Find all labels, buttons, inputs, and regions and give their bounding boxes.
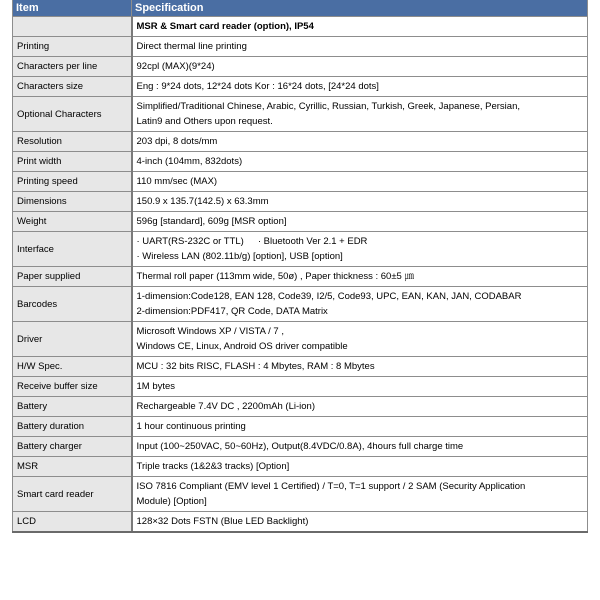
row-spec-value: 596g [standard], 609g [MSR option] xyxy=(132,212,588,232)
row-item-label: Receive buffer size xyxy=(13,377,132,397)
table-header-row xyxy=(13,0,588,17)
row-item-label: Print width xyxy=(13,152,132,172)
row-item-label: Optional Characters xyxy=(13,97,132,132)
row-item-label: Printing xyxy=(13,37,132,57)
row-spec-value xyxy=(132,287,588,322)
spec-line xyxy=(137,234,584,249)
specification-table xyxy=(12,0,588,533)
row-spec-value: 4-inch (104mm, 832dots) xyxy=(132,152,588,172)
row-spec-value: Rechargeable 7.4V DC , 2200mAh (Li-ion) xyxy=(132,397,588,417)
row-item-label xyxy=(13,17,132,37)
row-item-label: Battery xyxy=(13,397,132,417)
row-item-label: Battery duration xyxy=(13,417,132,437)
row-spec-value xyxy=(132,322,588,357)
row-item-label: Dimensions xyxy=(13,192,132,212)
row-spec-value: MCU : 32 bits RISC, FLASH : 4 Mbytes, RAM : 8 Mbytes xyxy=(132,357,588,377)
spec-line-part: · UART(RS-232C or TTL) xyxy=(136,236,244,247)
row-spec-value: 128×32 Dots FSTN (Blue LED Backlight) xyxy=(132,512,588,533)
row-spec-value: Thermal roll paper (113mm wide, 50ø) , Paper thickness : 60±5 ㎛ xyxy=(132,267,588,287)
row-item-label: Barcodes xyxy=(13,287,132,322)
table-row xyxy=(13,322,588,357)
table-row xyxy=(13,172,588,192)
table-row xyxy=(13,287,588,322)
spec-line: Latin9 and Others upon request. xyxy=(136,116,273,127)
table-row xyxy=(13,77,588,97)
row-spec-value: 1 hour continuous printing xyxy=(132,417,588,437)
row-item-label: Driver xyxy=(13,322,132,357)
spec-line: ISO 7816 Compliant (EMV level 1 Certified) / T=0, T=1 support / 2 SAM (Security Application xyxy=(136,481,526,492)
row-spec-value: 110 mm/sec (MAX) xyxy=(132,172,588,192)
specification-column-header: Specification xyxy=(132,0,588,17)
table-row xyxy=(13,37,588,57)
table-row xyxy=(13,417,588,437)
row-item-label: Resolution xyxy=(13,132,132,152)
row-item-label: Interface xyxy=(13,232,132,267)
row-item-label: Characters size xyxy=(13,77,132,97)
row-item-label: MSR xyxy=(13,457,132,477)
row-spec-value: Triple tracks (1&2&3 tracks) [Option] xyxy=(132,457,588,477)
row-spec-value: Direct thermal line printing xyxy=(132,37,588,57)
row-item-label: Battery charger xyxy=(13,437,132,457)
table-row xyxy=(13,17,588,37)
row-item-label: Paper supplied xyxy=(13,267,132,287)
spec-line: 2-dimension:PDF417, QR Code, DATA Matrix xyxy=(136,306,328,317)
table-row xyxy=(13,132,588,152)
row-spec-value xyxy=(132,232,588,267)
table-row xyxy=(13,192,588,212)
spec-line: · Wireless LAN (802.11b/g) [option], USB [option] xyxy=(136,251,343,262)
row-spec-value: Eng : 9*24 dots, 12*24 dots Kor : 16*24 dots, [24*24 dots] xyxy=(132,77,588,97)
table-row xyxy=(13,377,588,397)
row-spec-value: 92cpl (MAX)(9*24) xyxy=(132,57,588,77)
table-row xyxy=(13,57,588,77)
row-item-label: Printing speed xyxy=(13,172,132,192)
row-item-label: LCD xyxy=(13,512,132,533)
spec-line: Module) [Option] xyxy=(136,496,207,507)
table-row xyxy=(13,512,588,533)
row-spec-value: 203 dpi, 8 dots/mm xyxy=(132,132,588,152)
spec-line: Microsoft Windows XP / VISTA / 7 , xyxy=(136,326,284,337)
table-row xyxy=(13,267,588,287)
spec-line: Simplified/Traditional Chinese, Arabic, Cyrillic, Russian, Turkish, Greek, Japanese, Persian, xyxy=(136,101,521,112)
spec-line: Windows CE, Linux, Android OS driver compatible xyxy=(136,341,348,352)
table-row xyxy=(13,397,588,417)
spec-line: 1-dimension:Code128, EAN 128, Code39, I2/5, Code93, UPC, EAN, KAN, JAN, CODABAR xyxy=(136,291,522,302)
row-item-label: H/W Spec. xyxy=(13,357,132,377)
item-column-header: Item xyxy=(13,0,132,17)
row-spec-value xyxy=(132,97,588,132)
row-spec-value xyxy=(132,477,588,512)
spec-line-part: · Bluetooth Ver 2.1 + EDR xyxy=(257,236,368,247)
row-item-label: Smart card reader xyxy=(13,477,132,512)
table-row xyxy=(13,477,588,512)
table-row xyxy=(13,437,588,457)
table-row xyxy=(13,232,588,267)
table-row xyxy=(13,152,588,172)
table-row xyxy=(13,97,588,132)
row-spec-value: MSR & Smart card reader (option), IP54 xyxy=(132,17,588,37)
table-row xyxy=(13,212,588,232)
row-spec-value: Input (100~250VAC, 50~60Hz), Output(8.4VDC/0.8A), 4hours full charge time xyxy=(132,437,588,457)
row-spec-value: 150.9 x 135.7(142.5) x 63.3mm xyxy=(132,192,588,212)
row-item-label: Characters per line xyxy=(13,57,132,77)
row-spec-value: 1M bytes xyxy=(132,377,588,397)
table-row xyxy=(13,457,588,477)
row-item-label: Weight xyxy=(13,212,132,232)
table-row xyxy=(13,357,588,377)
